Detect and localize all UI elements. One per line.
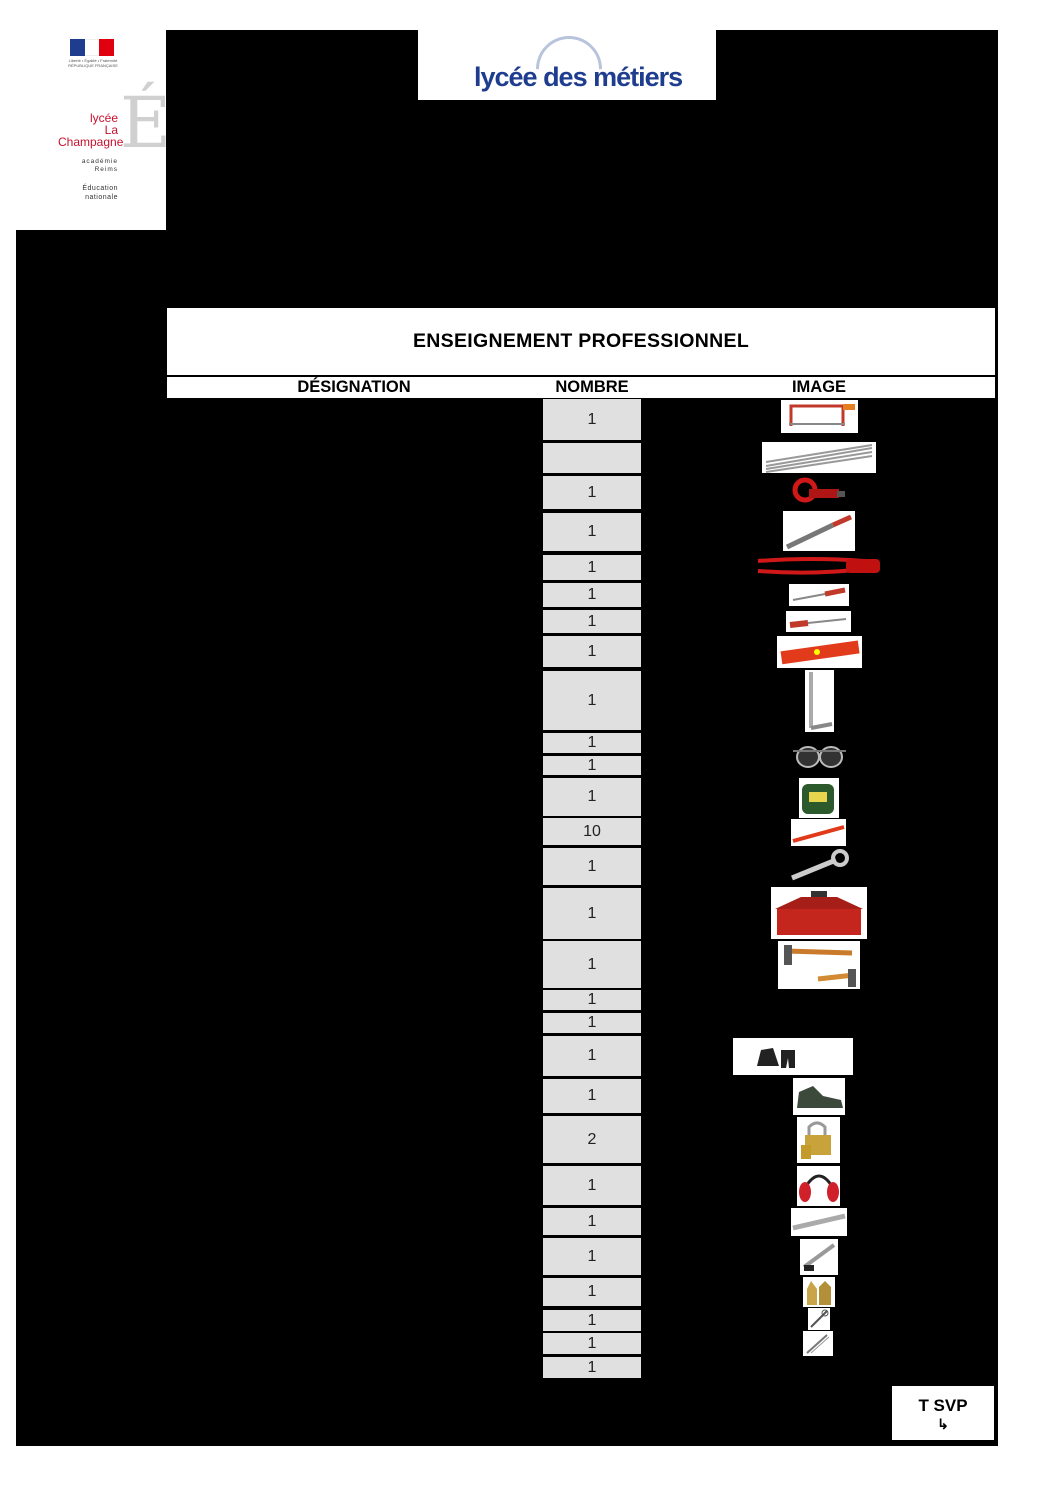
nombre-cell: 1: [543, 1310, 641, 1331]
e-emblem-icon: É: [120, 82, 172, 164]
turn-page-notice: [892, 1386, 994, 1440]
nombre-cell: 2: [543, 1116, 641, 1163]
column-header-nombre: NOMBRE: [543, 377, 641, 398]
school-name: lycée La Champagne: [58, 111, 124, 149]
nombre-cell: 1: [543, 1208, 641, 1235]
black-band-left: [16, 308, 167, 1446]
compass-image: [803, 1331, 833, 1356]
nombre-cell: 1: [543, 610, 641, 633]
saw-blades-image: [762, 442, 876, 473]
lycee-des-metiers-logo: [418, 30, 716, 100]
nombre-cell: 1: [543, 583, 641, 607]
black-band-bottom: [16, 1378, 998, 1446]
tape-measure-image: [799, 778, 839, 818]
scriber-image: [808, 1308, 830, 1330]
nombre-cell: 1: [543, 1036, 641, 1076]
nombre-cell: 1: [543, 1013, 641, 1033]
school-logo: [58, 30, 172, 230]
nombre-cell: 1: [543, 1333, 641, 1354]
nombre-cell: 1: [543, 636, 641, 667]
safety-goggles-image: [791, 735, 848, 775]
pipe-cutter-image: [789, 475, 847, 509]
padlocks-image: [797, 1117, 840, 1163]
republic-motto: Liberté • Égalité • Fraternité RÉPUBLIQUE FRANÇAISE: [68, 58, 118, 68]
folding-rule-image: [800, 1239, 838, 1275]
designation-column: [167, 398, 543, 1378]
marianne-flag-icon: [70, 39, 114, 56]
nombre-cell: 1: [543, 555, 641, 580]
black-band-left-top: [16, 230, 168, 308]
column-header-image: IMAGE: [643, 377, 995, 398]
nombre-cell: 1: [543, 733, 641, 753]
nombre-cell: 1: [543, 1357, 641, 1378]
nombre-cell: 1: [543, 1238, 641, 1275]
work-clothes-image: [733, 1038, 853, 1075]
screwdriver-image: [789, 584, 849, 606]
pencil-image: [791, 819, 846, 846]
nombre-cell: 1: [543, 671, 641, 730]
nombre-cell: 1: [543, 778, 641, 816]
square-image: [805, 670, 834, 732]
ruler-image: [791, 1208, 847, 1236]
turn-arrow-icon: ↳: [937, 1416, 949, 1432]
hacksaw-image: [781, 400, 858, 433]
nombre-cell: 1: [543, 756, 641, 775]
nombre-cell: 1: [543, 476, 641, 509]
nombre-cell: 1: [543, 941, 641, 988]
spirit-level-image: [777, 636, 862, 668]
safety-shoe-image: [793, 1078, 845, 1115]
file-image: [783, 511, 855, 551]
academy-name: académie Reims: [81, 158, 118, 173]
hammers-image: [778, 941, 860, 989]
nombre-cell: 1: [543, 1166, 641, 1205]
tsvp-label: T SVP: [918, 1396, 968, 1415]
tool-box-image: [771, 887, 867, 939]
pipe-wrench-image: [754, 553, 884, 580]
nombre-cell: 1: [543, 399, 641, 440]
section-title: ENSEIGNEMENT PROFESSIONNEL: [167, 308, 995, 375]
nombre-cell: 1: [543, 990, 641, 1010]
ear-protection-image: [797, 1166, 840, 1206]
nombre-cell: 10: [543, 818, 641, 845]
ministry-name: Éducation nationale: [82, 185, 118, 201]
logo-text: lycée des métiers: [474, 62, 683, 92]
gloves-image: [803, 1277, 835, 1307]
nombre-cell: 1: [543, 1079, 641, 1113]
nombre-cell: 1: [543, 513, 641, 551]
nombre-cell: 1: [543, 848, 641, 885]
nombre-cell: [543, 443, 641, 473]
nombre-cell: 1: [543, 1278, 641, 1306]
nombre-cell: 1: [543, 888, 641, 939]
black-band-right: [995, 308, 998, 1446]
column-header-designation: DÉSIGNATION: [167, 377, 541, 398]
adjustable-wrench-image: [786, 848, 853, 885]
screwdriver-image-2: [786, 611, 851, 632]
